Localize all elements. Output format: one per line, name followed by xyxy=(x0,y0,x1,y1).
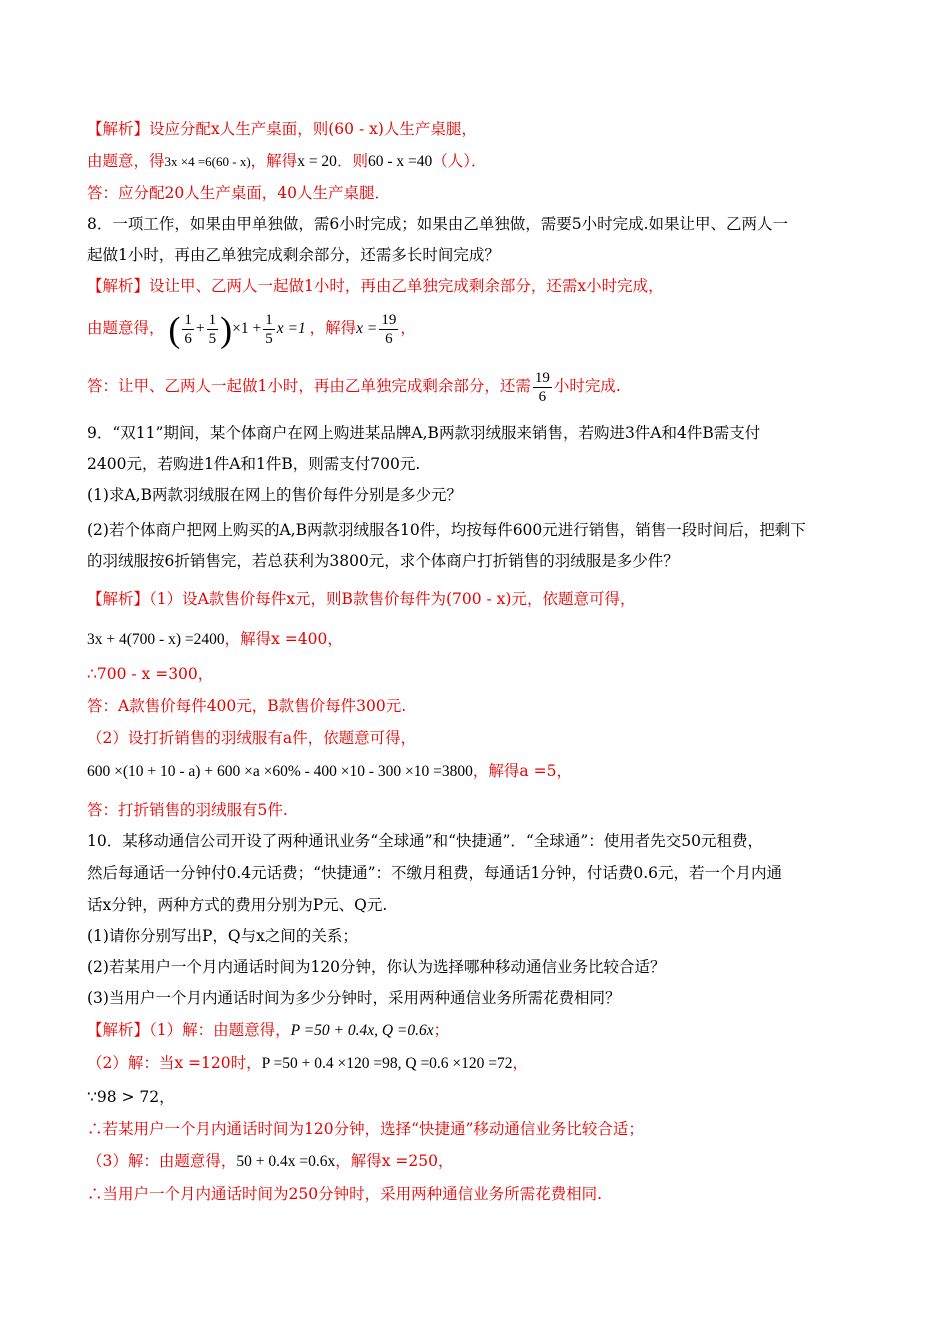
question-10-line-2: 然后每通话一分钟付0.4元话费；“快捷通”：不缴月租费，每通话1分钟，付话费0.6元，若一个月内通 xyxy=(87,864,783,882)
solution-10-part-2: （2）解：当x =120时，P =50 + 0.4 ×120 =98, Q =0.6 ×120 =72， xyxy=(87,1054,529,1072)
question-10-part-1: (1)请你分别写出P，Q与x之间的关系； xyxy=(87,927,358,945)
question-10-part-2: (2)若某用户一个月内通话时间为120分钟，你认为选择哪种移动通信业务比较合适？ xyxy=(87,958,666,976)
solution-8-line-1: 【解析】设让甲、乙两人一起做1小时，再由乙单独完成剩余部分，还需x小时完成， xyxy=(87,277,664,295)
solution-7-line-2: 由题意，得3x ×4 =6(60 - x)，解得x = 20．则60 - x =40（人）． xyxy=(87,152,487,170)
solution-9-part-2-equation: 600 ×(10 + 10 - a) + 600 ×a ×60% - 400 ×10 - 300 ×10 =3800，解得a =5， xyxy=(87,762,572,780)
answer-8: 答：让甲、乙两人一起做1小时，再由乙单独完成剩余部分，还需 $\frac{19}{6}$ 小时完成. xyxy=(87,369,621,405)
solution-10-part-1: 【解析】（1）解：由题意得，P =50 + 0.4x, Q =0.6x； xyxy=(87,1021,450,1039)
question-9-line-2: 2400元，若购进1件A和1件B，则需支付700元. xyxy=(87,455,421,473)
question-8-line-1: 8．一项工作，如果由甲单独做，需6小时完成；如果由乙单独做，需要5小时完成.如果让甲、乙两人一 xyxy=(87,215,789,233)
question-9-part-2-line-1: (2)若个体商户把网上购买的A,B两款羽绒服各10件，均按每件600元进行销售，销售一段时间后，把剩下 xyxy=(87,521,806,539)
solution-7-line-1: 【解析】设应分配x人生产桌面，则(60 - x)人生产桌腿， xyxy=(87,120,477,138)
question-9-part-1: (1)求A,B两款羽绒服在网上的售价每件分别是多少元？ xyxy=(87,486,462,504)
solution-9-line-3: ∴700 - x =300， xyxy=(87,665,214,683)
solution-9-line-1: 【解析】（1）设A款售价每件x元，则B款售价每件为(700 - x)元，依题意可得， xyxy=(87,590,636,608)
question-10-line-3: 话x分钟，两种方式的费用分别为P元、Q元. xyxy=(87,896,388,914)
solution-9-line-2: 3x + 4(700 - x) =2400，解得x =400， xyxy=(87,630,343,648)
solution-8-equation: 由题意得， ( $\frac{1}{6}$ + $\frac{1}{5}$ )×1 + $\frac{1}{5}$ x =1 ，解得x = $\frac{19}{6}$ ， xyxy=(87,309,416,350)
question-9-part-2-line-2: 的羽绒服按6折销售完，若总获利为3800元，求个体商户打折销售的羽绒服是多少件？ xyxy=(87,552,679,570)
solution-10-conclusion-2: ∴若某用户一个月内通话时间为120分钟，选择“快捷通”移动通信业务比较合适； xyxy=(87,1120,644,1138)
question-9-line-1: 9．“双11”期间，某个体商户在网上购进某品牌A,B两款羽绒服来销售，若购进3件A和4件B需支付 xyxy=(87,424,761,442)
solution-10-conclusion-3: ∴当用户一个月内通话时间为250分钟时，采用两种通信业务所需花费相同. xyxy=(87,1185,603,1203)
answer-9-part-1: 答：A款售价每件400元，B款售价每件300元. xyxy=(87,697,407,715)
solution-10-comparison: ∵98 > 72， xyxy=(87,1088,175,1106)
question-10-line-1: 10．某移动通信公司开设了两种通讯业务“全球通”和“快捷通”．“全球通”：使用者先交50元租费， xyxy=(87,832,763,850)
solution-9-part-2-line-1: （2）设打折销售的羽绒服有a件，依题意可得， xyxy=(87,729,417,747)
solution-10-part-3: （3）解：由题意得，50 + 0.4x =0.6x，解得x =250， xyxy=(87,1152,454,1170)
answer-7: 答：应分配20人生产桌面，40人生产桌腿． xyxy=(87,184,390,202)
question-10-part-3: (3)当用户一个月内通话时间为多少分钟时，采用两种通信业务所需花费相同？ xyxy=(87,989,621,1007)
answer-9-part-2: 答：打折销售的羽绒服有5件. xyxy=(87,801,288,819)
question-8-line-2: 起做1小时，再由乙单独完成剩余部分，还需多长时间完成？ xyxy=(87,246,500,264)
